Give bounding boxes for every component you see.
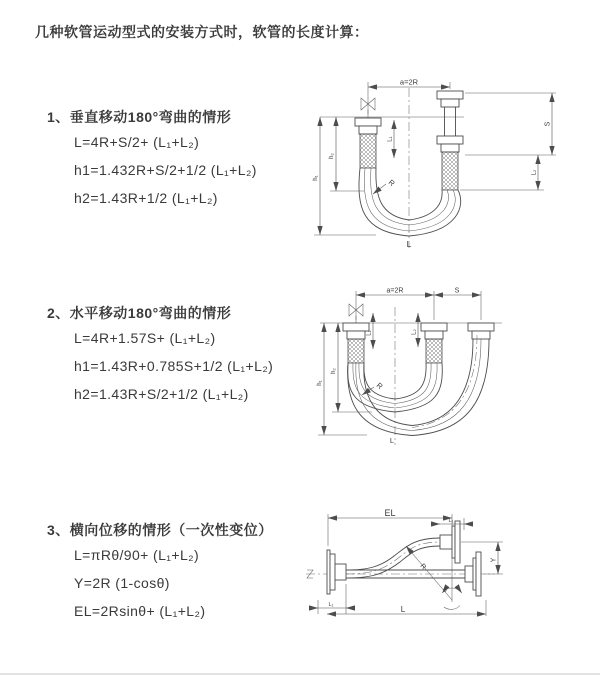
section2-formula-h2: h2=1.43R+S/2+1/2 (L₁+L₂)	[74, 386, 249, 402]
dimension-l1	[388, 120, 395, 158]
diagram-lateral-displacement	[298, 504, 523, 619]
section3-formula-EL: EL=2Rsinθ+ (L₁+L₂)	[74, 603, 206, 619]
section3-formula-Y: Y=2R (1-cosθ)	[74, 575, 170, 591]
section3-heading: 3、横向位移的情形（一次性变位）	[47, 522, 273, 538]
section1-heading: 1、垂直移动180°弯曲的情形	[47, 109, 232, 125]
dimension-l2	[412, 313, 419, 347]
dim-label-s: S	[454, 287, 460, 295]
section2-heading: 2、水平移动180°弯曲的情形	[47, 305, 232, 321]
right-fitting-displaced	[468, 323, 494, 339]
dim-label-h1: h₁	[317, 380, 323, 386]
u-hose-displaced	[348, 335, 489, 436]
hose-braid	[360, 134, 376, 168]
dim-label-y: Y	[490, 557, 498, 563]
dim-label-l2: L₂	[411, 329, 418, 335]
right-flange-original	[465, 552, 481, 596]
dim-label-l: L	[389, 436, 395, 445]
page-title: 几种软管运动型式的安装方式时，软管的长度计算：	[35, 24, 369, 40]
right-fitting-raised	[437, 91, 463, 136]
middle-fitting	[421, 323, 447, 363]
diagram-horizontal-180-bend	[312, 283, 592, 453]
dim-label-h1: h₁	[313, 175, 319, 181]
section2-formula-h1: h1=1.43R+0.785S+1/2 (L₁+L₂)	[74, 358, 274, 374]
dim-label-l1: L₁	[366, 330, 373, 336]
left-fitting	[343, 323, 369, 363]
hose-braid	[348, 339, 364, 363]
dim-label-h2: h₂	[331, 368, 337, 374]
section1-formula-h2: h2=1.43R+1/2 (L₁+L₂)	[74, 190, 218, 206]
dimension-l1	[367, 313, 374, 349]
section1-formula-h1: h1=1.432R+S/2+1/2 (L₁+L₂)	[74, 162, 257, 178]
dimension-el	[328, 508, 452, 546]
dim-label-l1: L₁	[387, 136, 394, 142]
diagram-vertical-180-bend	[306, 60, 591, 260]
dim-label-el: EL	[384, 508, 396, 518]
dim-label-r: R	[374, 380, 385, 392]
section1-formula-L: L=4R+S/2+ (L₁+L₂)	[74, 134, 200, 150]
hose-braid	[442, 152, 458, 190]
dim-label-l1-bottom: L₁	[328, 602, 334, 608]
dim-label-r: R	[386, 177, 397, 189]
dim-label-r: R	[418, 562, 428, 572]
left-fitting	[355, 118, 381, 168]
dim-label-theta: θ	[443, 588, 447, 594]
dimension-s	[460, 93, 556, 190]
dim-label-s: S	[544, 121, 552, 127]
right-fitting-original	[437, 136, 463, 190]
dim-label-l1-top: L₁	[448, 518, 454, 524]
section3-formula-L: L=πRθ/90+ (L₁+L₂)	[74, 547, 200, 563]
dim-label-l: L	[406, 239, 412, 249]
right-flange-displaced	[440, 521, 460, 563]
dim-label-h2: h₂	[329, 153, 335, 159]
hose-displaced-position	[346, 538, 440, 578]
dim-label-a2r: a=2R	[386, 287, 404, 295]
dimension-a2r-s	[356, 288, 481, 321]
dim-label-a2r: a=2R	[399, 77, 419, 87]
hose-braid	[426, 339, 442, 363]
dim-label-l: L	[400, 605, 406, 614]
dim-label-l2: L₂	[531, 169, 538, 176]
section2-formula-L: L=4R+1.57S+ (L₁+L₂)	[74, 330, 216, 346]
left-flange	[327, 550, 346, 594]
